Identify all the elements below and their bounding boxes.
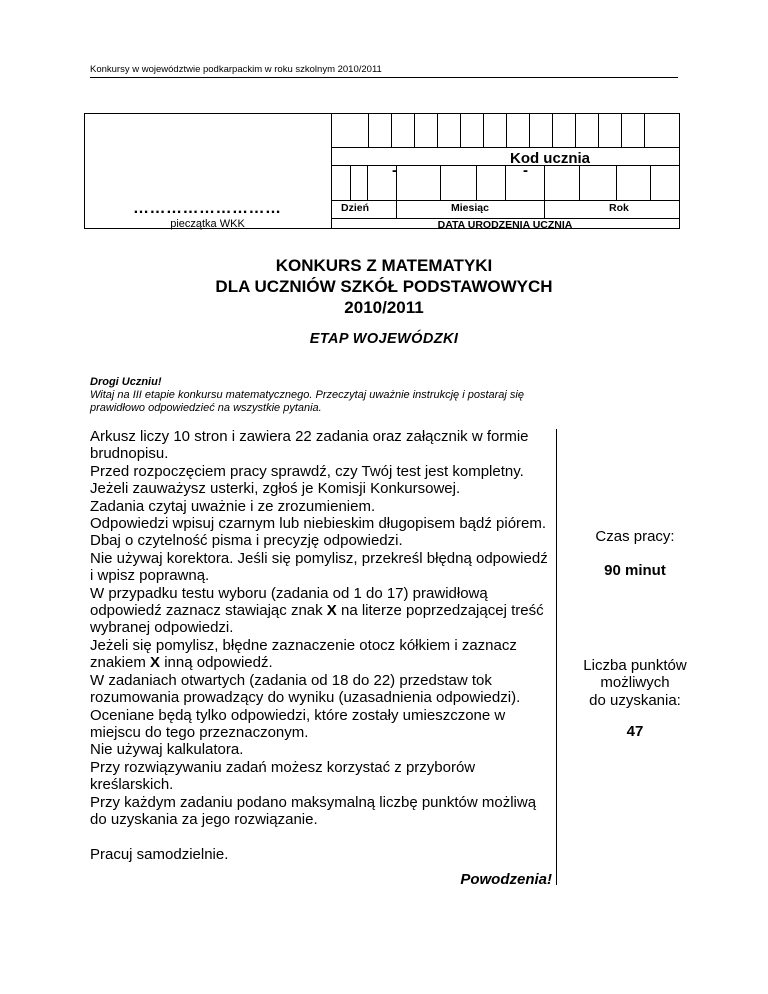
greeting-salutation: Drogi Uczniu! (90, 376, 162, 388)
header-rule (90, 77, 678, 78)
page-header: Konkursy w województwie podkarpackim w roku szkolnym 2010/2011 (90, 64, 382, 75)
date-dash-2: - (523, 162, 528, 179)
instruction-item: W przypadku testu wyboru (zadania od 1 do 17) prawidłową odpowiedź zaznacz stawiając znak X na literze poprzedzającej treść wybranej odpowiedzi. (90, 584, 544, 637)
instruction-item: Oceniane będą tylko odpowiedzi, które zostały umieszczone w miejscu do tego przeznaczonym. (90, 706, 506, 741)
instruction-item: Pracuj samodzielnie. (90, 845, 229, 863)
closing-wish: Powodzenia! (460, 871, 552, 888)
instruction-item: Jeżeli się pomylisz, błędne zaznaczenie otocz kółkiem i zaznacz znakiem X inną odpowiedź. (90, 636, 517, 672)
student-code-label: Kod ucznia (509, 150, 590, 167)
instruction-item: Odpowiedzi wpisuj czarnym lub niebieskim długopisem bądź piórem. (90, 515, 547, 533)
title-line-2: DLA UCZNIÓW SZKÓŁ PODSTAWOWYCH (215, 277, 553, 296)
form-divider (331, 114, 332, 228)
greeting-line-1: Witaj na III etapie konkursu matematycznego. Przeczytaj uważnie instrukcję i postaraj się (90, 389, 524, 401)
stamp-label: pieczątka WKK (170, 218, 245, 230)
instruction-item: Nie używaj korektora. Jeśli się pomylisz, przekreśl błędną odpowiedź i wpisz poprawną. (90, 549, 548, 585)
month-label: Miesiąc (451, 202, 489, 214)
points-label: Liczba punktów możliwych do uzyskania: (583, 657, 687, 709)
instruction-item: Przy rozwiązywaniu zadań możesz korzystać z przyborów kreślarskich. (90, 758, 476, 794)
instruction-item: Przy każdym zadaniu podano maksymalną liczbę punktów możliwą do uzyskania za jego rozwiązanie. (90, 793, 537, 828)
date-dash-1: - (392, 162, 397, 179)
birth-date-label: DATA URODZENIA UCZNIA (437, 219, 573, 231)
points-value: 47 (626, 723, 644, 740)
instruction-item: Jeżeli zauważysz usterki, zgłoś je Komisji Konkursowej. (90, 480, 461, 498)
page-title (0, 255, 768, 318)
time-value: 90 minut (604, 562, 666, 579)
time-label: Czas pracy: (595, 528, 675, 545)
instructions (90, 428, 550, 863)
stage-heading: ETAP WOJEWÓDZKI (309, 331, 459, 347)
instruction-item: Przed rozpoczęciem pracy sprawdź, czy Twój test jest kompletny. (90, 462, 524, 480)
greeting (90, 376, 524, 415)
instruction-item: Nie używaj kalkulatora. (90, 741, 244, 759)
instruction-item: W zadaniach otwartych (zadania od 18 do 22) przedstaw tok rozumowania prowadzący do wyniku (uzasadnienia odpowiedzi). (90, 671, 521, 707)
title-line-1: KONKURS Z MATEMATYKI (275, 256, 493, 275)
year-label: Rok (609, 202, 629, 214)
greeting-line-2: prawidłowo odpowiedzieć na wszystkie pytania. (90, 402, 322, 414)
column-divider (556, 429, 557, 885)
stamp-dots: ……………………… (133, 200, 282, 217)
instruction-item: Dbaj o czytelność pisma i precyzję odpowiedzi. (90, 532, 403, 550)
day-label: Dzień (341, 202, 370, 214)
code-row-bottom (331, 147, 680, 148)
instruction-item: Zadania czytaj uważnie i ze zrozumieniem. (90, 497, 376, 515)
instruction-item: Arkusz liczy 10 stron i zawiera 22 zadania oraz załącznik w formie brudnopisu. (90, 428, 529, 463)
title-line-3: 2010/2011 (344, 298, 424, 317)
